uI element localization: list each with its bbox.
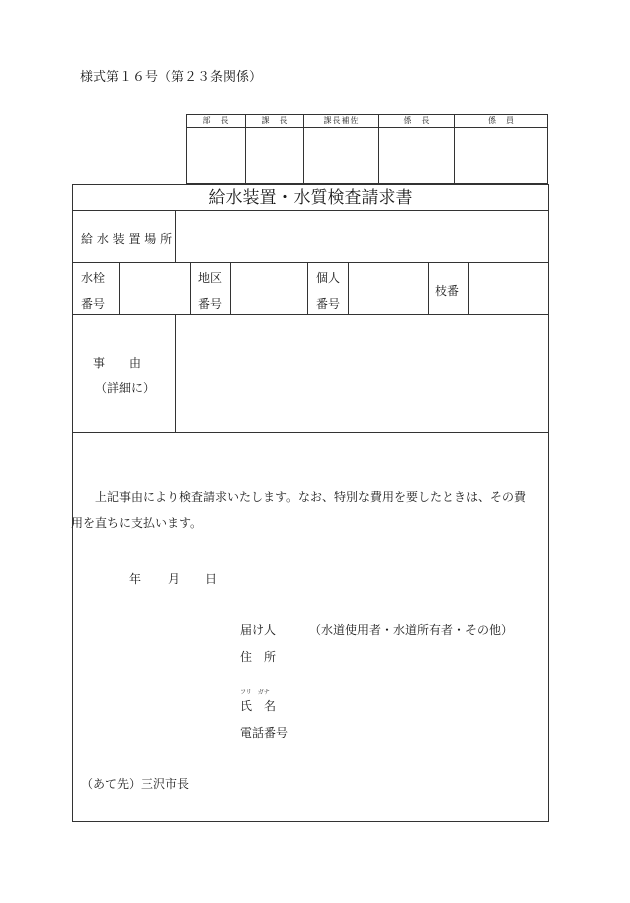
divider [190, 262, 191, 314]
individual-label: 番号 [316, 297, 341, 311]
furigana-label: フリ ガナ [240, 689, 270, 696]
district-number-field[interactable] [231, 263, 307, 314]
hydrant-number-field[interactable] [120, 263, 190, 314]
approval-header: 係 員 [455, 115, 548, 128]
date-year-label: 年 [129, 572, 142, 586]
approval-header: 部 長 [187, 115, 245, 128]
name-label: 氏 名 [240, 699, 277, 713]
divider [428, 262, 429, 314]
reason-label: 事 由 [93, 356, 142, 370]
request-form [72, 184, 549, 822]
applicant-label: 届け人 [240, 623, 277, 637]
hydrant-label: 水栓 [81, 271, 106, 285]
applicant-type-options[interactable]: （水道使用者・水道所有者・その他） [309, 623, 514, 637]
form-title: 給水装置・水質検査請求書 [208, 188, 413, 208]
request-statement [71, 484, 542, 536]
individual-label: 個人 [316, 271, 341, 285]
approval-header: 係 長 [379, 115, 455, 128]
branch-number-field[interactable] [469, 263, 548, 314]
addressee: （あて先）三沢市長 [81, 777, 190, 791]
date-month-label: 月 [168, 572, 181, 586]
request-statement-line: 上記事由により検査請求いたします。なお、特別な費用を要したときは、その費 [95, 490, 527, 504]
approval-cell-subsection-chief[interactable] [378, 115, 455, 183]
approval-cell-director[interactable] [187, 115, 245, 183]
reason-field[interactable] [176, 315, 548, 432]
address-label: 住 所 [240, 650, 277, 664]
date-day-label: 日 [205, 572, 218, 586]
individual-number-field[interactable] [349, 263, 428, 314]
hydrant-label: 番号 [81, 297, 106, 311]
approval-cell-staff[interactable] [454, 115, 548, 183]
district-label: 番号 [198, 297, 223, 311]
approval-stamp-table [186, 114, 548, 184]
phone-label: 電話番号 [240, 726, 289, 740]
location-label: 給 水 装 置 場 所 [81, 232, 173, 246]
district-label: 地区 [198, 271, 223, 285]
approval-header: 課長補佐 [304, 115, 379, 128]
location-field[interactable] [176, 211, 548, 262]
request-statement-line: 用を直ちに支払います。 [71, 516, 203, 530]
approval-cell-section-chief[interactable] [245, 115, 304, 183]
divider [73, 432, 548, 433]
divider [307, 262, 308, 314]
approval-cell-deputy-chief[interactable] [303, 115, 379, 183]
form-number: 様式第１６号（第２３条関係） [80, 70, 263, 85]
branch-label: 枝番 [435, 284, 460, 298]
reason-detail-label: （詳細に） [95, 381, 156, 395]
approval-header: 課 長 [246, 115, 304, 128]
